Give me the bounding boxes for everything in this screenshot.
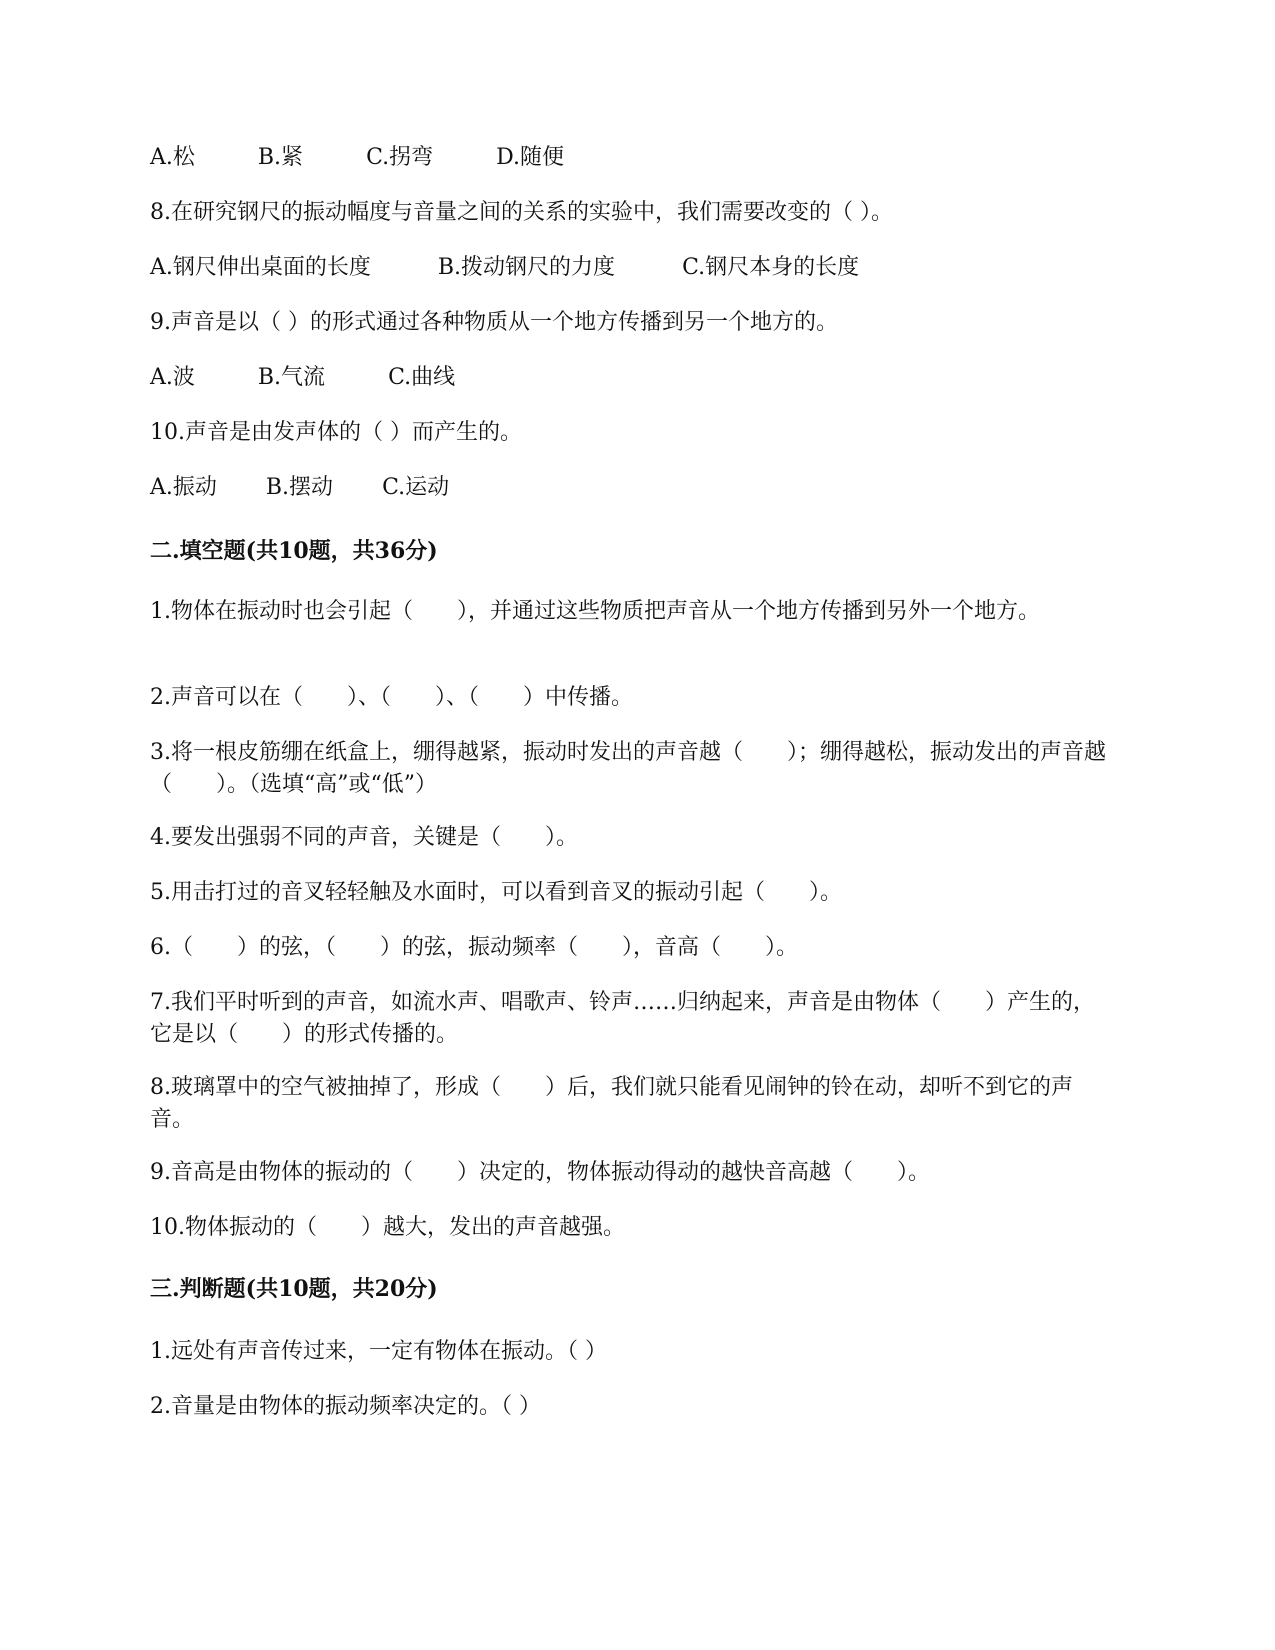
option-b: B.拨动钢尺的力度 xyxy=(437,255,616,280)
choice-question-9: 9.声音是以（ ）的形式通过各种物质从一个地方传播到另一个地方的。 xyxy=(150,310,838,335)
option-d: D.随便 xyxy=(496,145,564,170)
choice-question-8-options xyxy=(150,252,919,284)
option-c: C.钢尺本身的长度 xyxy=(682,255,860,280)
option-c: C.拐弯 xyxy=(366,145,434,170)
fill-question-6: 6.（ ）的弦，（ ）的弦，振动频率（ ），音高（ ）。 xyxy=(150,935,798,960)
choice-question-8: 8.在研究钢尺的振动幅度与音量之间的关系的实验中，我们需要改变的（ ）。 xyxy=(150,200,893,225)
option-a: A.波 xyxy=(150,365,195,390)
choice-question-9-options xyxy=(150,362,511,394)
option-b: B.摆动 xyxy=(265,475,334,500)
option-a: A.振动 xyxy=(150,475,217,500)
judge-question-1: 1.远处有声音传过来，一定有物体在振动。（ ） xyxy=(150,1339,607,1364)
fill-question-10: 10.物体振动的（ ）越大，发出的声音越强。 xyxy=(150,1215,625,1240)
option-b: B.紧 xyxy=(257,145,304,170)
fill-question-8: 8.玻璃罩中的空气被抽掉了，形成（ ）后，我们就只能看见闹钟的铃在动，却听不到它的声音。 xyxy=(150,1075,1073,1132)
section-heading-true-false: 三.判断题(共10题，共20分) xyxy=(150,1276,438,1302)
prev-question-options xyxy=(150,142,620,174)
choice-question-10: 10.声音是由发声体的（ ）而产生的。 xyxy=(150,420,522,445)
fill-question-1: 1.物体在振动时也会引起（ ），并通过这些物质把声音从一个地方传播到另外一个地方。 xyxy=(150,599,1040,624)
fill-question-4: 4.要发出强弱不同的声音，关键是（ ）。 xyxy=(150,825,578,850)
option-c: C.运动 xyxy=(382,475,450,500)
fill-question-9: 9.音高是由物体的振动的（ ）决定的，物体振动得动的越快音高越（ ）。 xyxy=(150,1160,930,1185)
fill-question-7: 7.我们平时听到的声音，如流水声、唱歌声、铃声……归纳起来，声音是由物体（ ）产生的，它是以（ ）的形式传播的。 xyxy=(150,990,1095,1047)
fill-question-3: 3.将一根皮筋绷在纸盒上，绷得越紧，振动时发出的声音越（ ）；绷得越松，振动发出的声音越（ ）。（选填“高”或“低”） xyxy=(150,740,1106,797)
choice-question-10-options xyxy=(150,472,491,504)
option-a: A.松 xyxy=(150,145,195,170)
fill-question-5: 5.用击打过的音叉轻轻触及水面时，可以看到音叉的振动引起（ ）。 xyxy=(150,880,842,905)
section-heading-fill-blank: 二.填空题(共10题，共36分) xyxy=(150,538,438,564)
option-a: A.钢尺伸出桌面的长度 xyxy=(150,255,371,280)
judge-question-2: 2.音量是由物体的振动频率决定的。（ ） xyxy=(150,1394,541,1419)
fill-question-2: 2.声音可以在（ ）、（ ）、（ ）中传播。 xyxy=(150,685,633,710)
option-c: C.曲线 xyxy=(388,365,456,390)
option-b: B.气流 xyxy=(257,365,326,390)
